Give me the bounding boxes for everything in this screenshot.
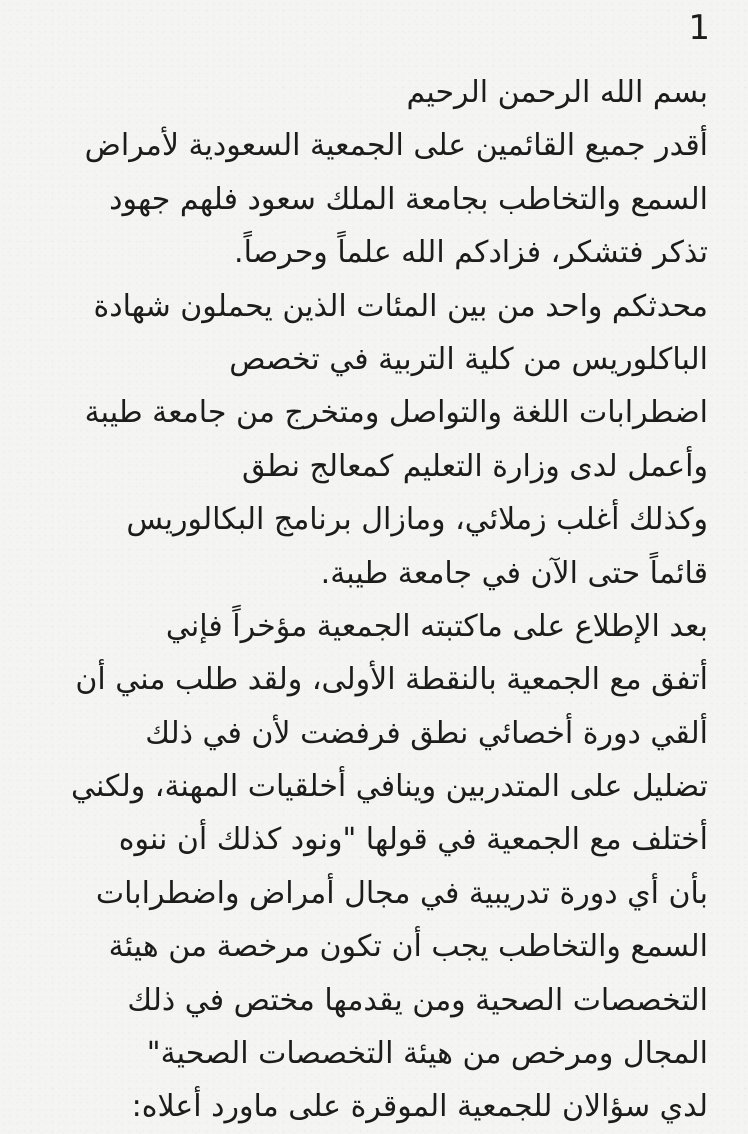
note-line: تضليل على المتدربين وينافي أخلقيات المهنة، ولكني xyxy=(71,769,708,805)
note-line: السمع والتخاطب بجامعة الملك سعود فلهم جهود xyxy=(109,181,708,217)
note-line: الباكلوريس من كلية التربية في تخصص xyxy=(229,341,708,377)
note-body xyxy=(44,66,708,1134)
note-line: اضطرابات اللغة والتواصل ومتخرج من جامعة طيبة xyxy=(84,395,708,431)
note-line: محدثكم واحد من بين المئات الذين يحملون شهادة xyxy=(93,288,708,324)
note-line: أختلف مع الجمعية في قولها "ونود كذلك أن ننوه xyxy=(118,822,708,858)
note-line: لدي سؤالان للجمعية الموقرة على ماورد أعلاه: xyxy=(131,1089,708,1125)
note-line: أقدر جميع القائمين على الجمعية السعودية لأمراض xyxy=(84,128,708,164)
note-line: السمع والتخاطب يجب أن تكون مرخصة من هيئة xyxy=(108,929,708,965)
note-line: وأعمل لدى وزارة التعليم كمعالج نطق xyxy=(241,448,708,484)
page-number: 1 xyxy=(688,8,710,48)
note-line: بأن أي دورة تدريبية في مجال أمراض واضطرابات xyxy=(95,875,708,911)
note-line: التخصصات الصحية ومن يقدمها مختص في ذلك xyxy=(127,982,708,1018)
note-line: أتفق مع الجمعية بالنقطة الأولى، ولقد طلب مني أن xyxy=(75,662,708,698)
note-line: ألقي دورة أخصائي نطق فرفضت لأن في ذلك xyxy=(145,715,708,751)
note-line: بسم الله الرحمن الرحيم xyxy=(406,75,708,110)
note-line: المجال ومرخص من هيئة التخصصات الصحية" xyxy=(146,1036,708,1072)
note-line: تذكر فتشكر، فزادكم الله علماً وحرصاً. xyxy=(234,235,708,271)
note-line: بعد الإطلاع على ماكتبته الجمعية مؤخراً فإني xyxy=(165,608,708,644)
note-line: وكذلك أغلب زملائي، ومازال برنامج البكالوريس xyxy=(126,502,708,538)
note-line: قائماً حتى الآن في جامعة طيبة. xyxy=(320,555,708,591)
